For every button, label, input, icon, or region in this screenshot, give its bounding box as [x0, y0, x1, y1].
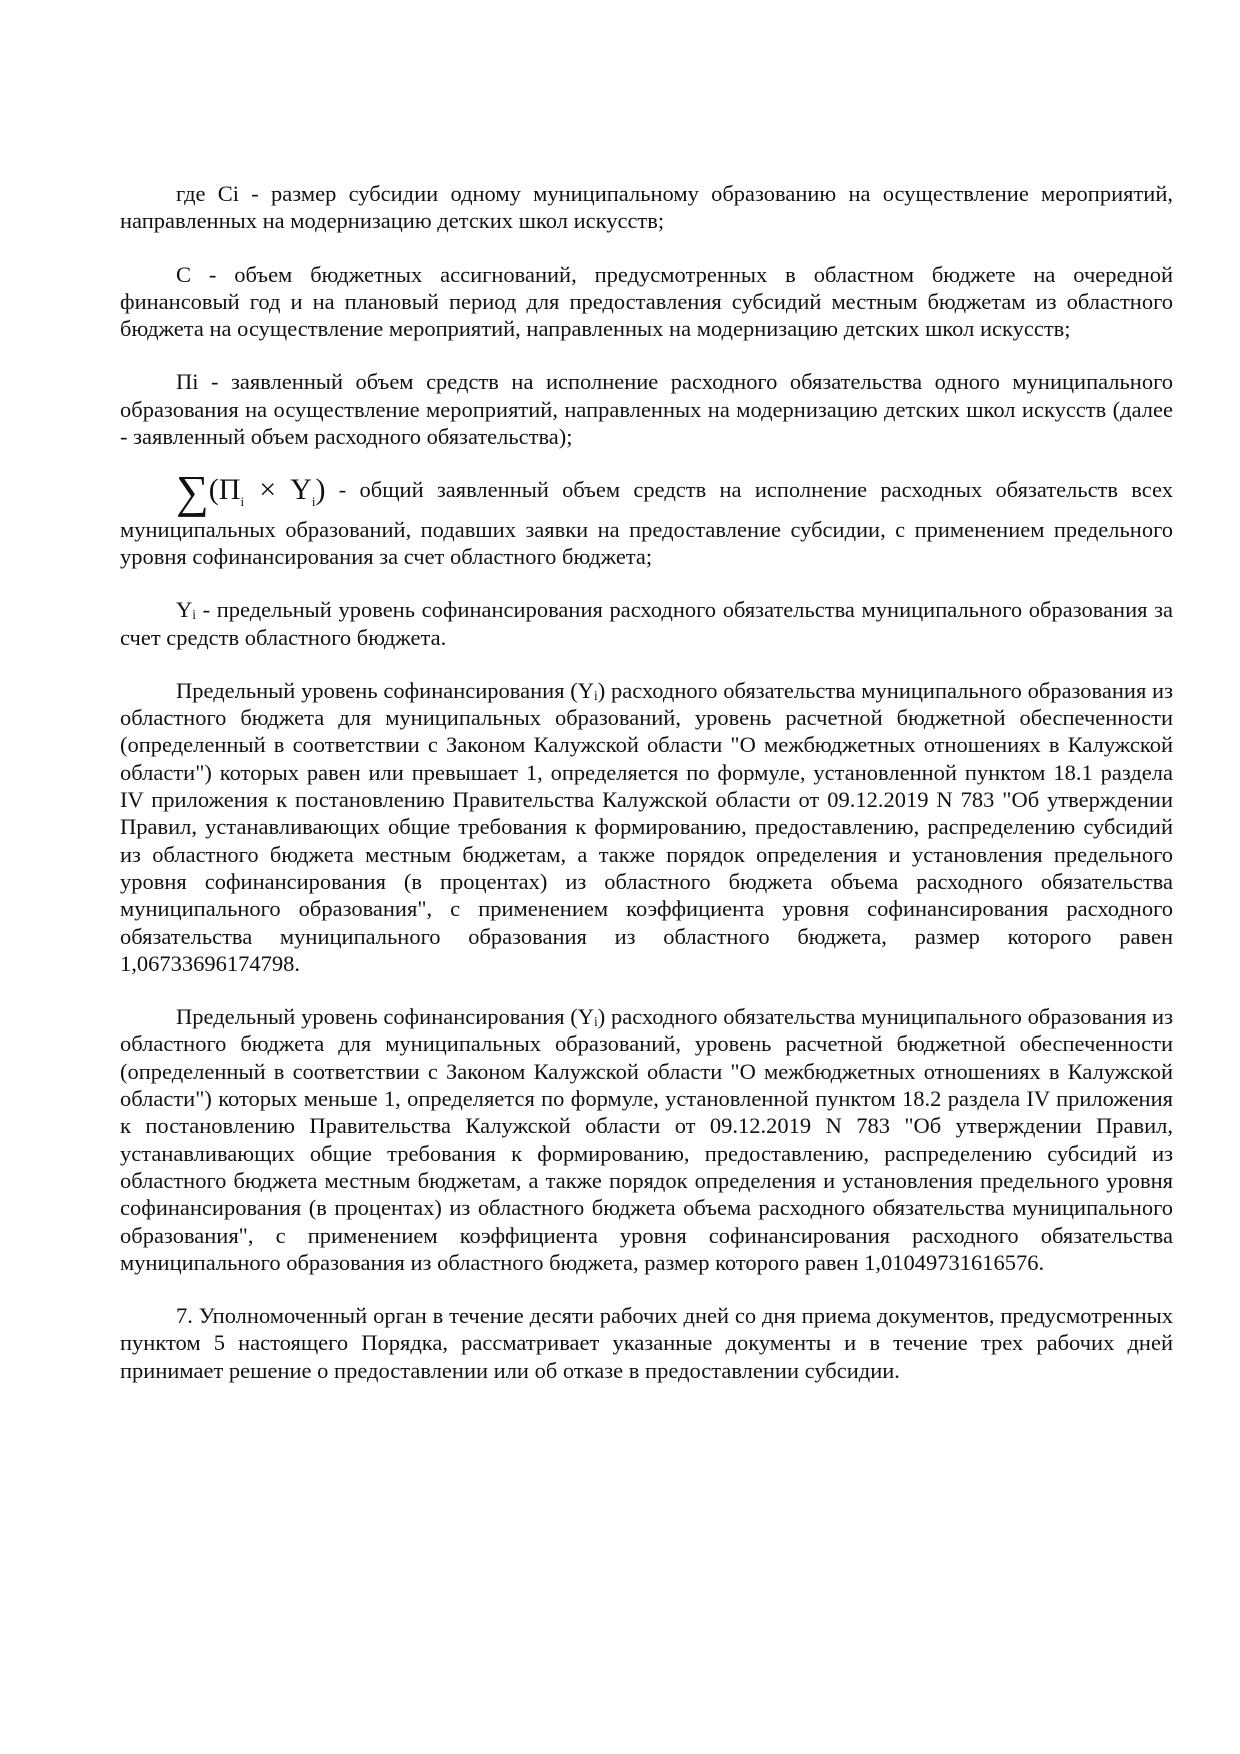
paragraph-pi-definition: Пi - заявленный объем средств на исполнение расходного обязательства одного муниципального образования на осуществление мероприятий, направленных на модернизацию детских школ искусств (далее - заявленный объем расходного обязательства);	[120, 369, 1173, 450]
paragraph-yi-lt-1: Предельный уровень софинансирования (Yᵢ) расходного обязательства муниципального образования из областного бюджета для муниципальных образований, уровень расчетной бюджетной обеспеченности (определенный в соответствии с Законом Калужской области "О межбюджетных отношениях в Калужской области") которых меньше 1, определяется по формуле, установленной пунктом 18.2 раздела IV приложения к постановлению Правительства Калужской области от 09.12.2019 N 783 "Об утверждении Правил, устанавливающих общие требования к формированию, предоставлению, распределению субсидий из областного бюджета местным бюджетам, а также порядок определения и установления предельного уровня софинансирования (в процентах) из областного бюджета объема расходного обязательства муниципального образования", с применением коэффициента уровня софинансирования расходного обязательства муниципального образования из областного бюджета, размер которого равен 1,01049731616576.	[120, 1004, 1173, 1275]
formula-subscript: i	[311, 494, 316, 510]
formula-subscript: i	[240, 494, 245, 510]
paragraph-item-7: 7. Уполномоченный орган в течение десяти рабочих дней со дня приема документов, предусмотренных пунктом 5 настоящего Порядка, рассматривает указанные документы и в течение трех рабочих дней принимает решение о предоставлении или об отказе в предоставлении субсидии.	[120, 1303, 1173, 1383]
paragraph-ci-definition: где Ci - размер субсидии одному муниципальному образованию на осуществление мероприятий, направленных на модернизацию детских школ искусств;	[120, 181, 1173, 234]
sum-formula	[176, 466, 326, 518]
paragraph-c-definition: C - объем бюджетных ассигнований, предусмотренных в областном бюджете на очередной финансовый год и на плановый период для предоставления субсидий местным бюджетам из областного бюджета на осуществление мероприятий, направленных на модернизацию детских школ искусств;	[120, 261, 1173, 342]
formula-part: )	[315, 473, 326, 507]
formula-part: × Y	[244, 473, 312, 507]
paragraph-sum-definition	[120, 466, 1173, 570]
document-page	[120, 180, 1173, 1410]
paragraph-yi-definition: Yᵢ - предельный уровень софинансирования расходного обязательства муниципального образования за счет средств областного бюджета.	[120, 597, 1173, 650]
sigma-symbol: ∑	[176, 466, 209, 518]
sum-definition-text: - общий заявленный объем средств на исполнение расходных обязательств всех муниципальных образований, подавших заявки на предоставление субсидии, с применением предельного уровня софинансирования за счет областного бюджета;	[120, 477, 1173, 569]
formula-part: (П	[208, 473, 241, 507]
paragraph-yi-ge-1: Предельный уровень софинансирования (Yᵢ) расходного обязательства муниципального образования из областного бюджета для муниципальных образований, уровень расчетной бюджетной обеспеченности (определенный в соответствии с Законом Калужской области "О межбюджетных отношениях в Калужской области") которых равен или превышает 1, определяется по формуле, установленной пунктом 18.1 раздела IV приложения к постановлению Правительства Калужской области от 09.12.2019 N 783 "Об утверждении Правил, устанавливающих общие требования к формированию, предоставлению, распределению субсидий из областного бюджета местным бюджетам, а также порядок определения и установления предельного уровня софинансирования (в процентах) из областного бюджета объема расходного обязательства муниципального образования", с применением коэффициента уровня софинансирования расходного обязательства муниципального образования из областного бюджета, размер которого равен 1,06733696174798.	[120, 677, 1173, 976]
